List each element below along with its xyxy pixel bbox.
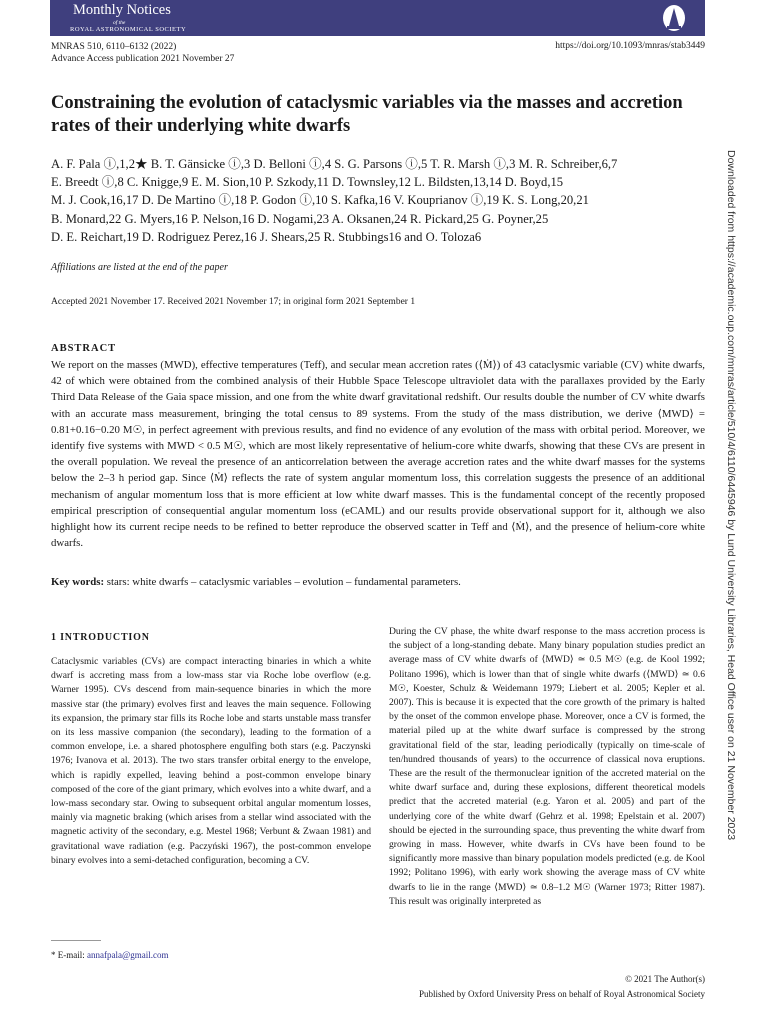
intro-right-column: During the CV phase, the white dwarf response to the mass accretion process is the subject of a long-standing debate. Many binary population studies predict an average mass of CV white dwarfs of ⟨MWD⟩ ≃ 0.5 M☉ (e.g. de Kool 1992; Politano 1996), which is lower than that of single white dwarfs (⟨MWD⟩ ≃ 0.6 M☉, Koester, Schulz & Weidemann 1979; Liebert et al. 2005; Kepler et al. 2007). This is because it is expected that the core growth of the primary is halted by the onset of the common envelope phase. Moreover, once a CV is formed, the material piled up at the white dwarf surface is compressed by the strong gravitational field of the star, leading periodically (typically on time-scale of ten/hundred thousands of years) to the occurrence of classical nova eruptions. These are the result of the thermonuclear ignition of the accreted material on the white dwarf surface and, during these explosions, different theoretical models predict that the accreted material (e.g. Yaron et al. 2005) and part of the underlying core of the white dwarf (Gehrz et al. 1998; Epelstain et al. 2007) should be ejected in the surrounding space, thus preventing the white dwarf from growing in mass. However, white dwarfs in CVs have been found to be significantly more massive than binary population models predicted (e.g. de Kool 1992; Politano 1996), with early work showing the average mass of CV white dwarfs to lie in the range ⟨MWD⟩ ≃ 0.8–1.2 M☉ (Warner 1973; Ritter 1987). This result was originally interpreted as: [389, 626, 705, 907]
author-list: [51, 155, 711, 246]
publisher: Published by Oxford University Press on behalf of Royal Astronomical Society: [419, 989, 705, 999]
copyright-block: [419, 972, 705, 1002]
email-link[interactable]: annafpala@gmail.com: [87, 950, 169, 960]
download-note: Downloaded from https://academic.oup.com/mnras/article/510/4/6110/6445946 by Lund University Libraries, Head Office user on 21 November 2023: [725, 150, 737, 841]
author-line: B. Monard,22 G. Myers,16 P. Nelson,16 D. Nogami,23 A. Oksanen,24 R. Pickard,25 G. Poyner,25: [51, 211, 549, 226]
doi-link[interactable]: https://doi.org/10.1093/mnras/stab3449: [555, 41, 705, 51]
accepted-dates: Accepted 2021 November 17. Received 2021 November 17; in original form 2021 September 1: [51, 297, 416, 307]
author-line: M. J. Cook,16,17 D. De Martino ⓘ,18 P. Godon ⓘ,10 S. Kafka,16 V. Kouprianov ⓘ,19 K. S. Long,20,21: [51, 193, 589, 208]
keywords-text: stars: white dwarfs – cataclysmic variables – evolution – fundamental parameters.: [106, 576, 461, 588]
intro-left-column: Cataclysmic variables (CVs) are compact interacting binaries in which a white dwarf is accreting mass from a low-mass star via Roche lobe overflow (e.g. Warner 1995). CVs descend from main-sequence binaries in which the more massive star (the primary) evolves first and leaves the main sequence. Following its expansion, the primary star fills its Roche lobe and starts unstable mass transfer on its less massive companion (the secondary), leading to the formation of a common envelope, i.e. a shared photosphere engulfing both stars (e.g. Paczynski 1976; Ivanova et al. 2013). The two stars transfer orbital energy to the envelope, which is rapidly expelled, leaving behind a post-common envelope binary composed of the core of the giant primary, which evolves into a white dwarf, and a low-mass secondary star. Owing to subsequent orbital angular momentum losses, mainly via magnetic braking (which arises from a stellar wind associated with the magnetic activity of the secondary, e.g. Mestel 1968; Verbunt & Zwaan 1981) and gravitational wave radiation (e.g. Paczyński 1967), the post-common envelope binary evolves into a semi-detached configuration, becoming a CV.: [51, 656, 371, 866]
section-heading: 1 INTRODUCTION: [51, 632, 150, 643]
citation: MNRAS 510, 6110–6132 (2022): [51, 42, 177, 52]
society-crest-icon: [661, 4, 687, 32]
affiliations-note: Affiliations are listed at the end of the paper: [51, 262, 228, 273]
advance-access: Advance Access publication 2021 November 27: [51, 54, 235, 64]
journal-society: ROYAL ASTRONOMICAL SOCIETY: [70, 26, 187, 33]
abstract-text: We report on the masses (MWD), effective temperatures (Teff), and secular mean accretion rates (⟨Ṁ⟩) of 43 cataclysmic variable (CV) white dwarfs, 42 of which were obtained from the combined analysis of their Hubble Space Telescope ultraviolet data with the parallaxes provided by the Early Third Data Release of the Gaia space mission, and one from the white dwarf gravitational redshift. Our results double the number of CV white dwarfs with an accurate mass measurement, bringing the total census to 89 systems. From the study of the mass distribution, we derive ⟨MWD⟩ = 0.81+0.16−0.20 M☉, in perfect agreement with previous results, and find no evidence of any evolution of the mass with orbital period. Moreover, we identify five systems with MWD < 0.5 M☉, which are most likely representative of helium-core white dwarfs, showing that these CVs are present in the overall population. We reveal the presence of an anticorrelation between the average accretion rates and the white dwarf masses for the systems below the 2–3 h period gap. Since ⟨Ṁ⟩ reflects the rate of system angular momentum loss, this correlation suggests the presence of an additional mechanism of angular momentum loss that is more efficient at low white dwarf masses. This is the fundamental concept of the recently proposed empirical prescription of consequential angular momentum loss (eCAML) and our results provide observational support for it, although we also highlight how its current recipe needs to be refined to better reproduce the observed scatter in Teff and ⟨Ṁ⟩, and the presence of helium-core white dwarfs.: [51, 359, 705, 550]
keywords: [51, 576, 705, 588]
footnote: [51, 950, 169, 960]
author-line: E. Breedt ⓘ,8 C. Knigge,9 E. M. Sion,10 P. Szkody,11 D. Townsley,12 L. Bildsten,13,14 D. Boyd,15: [51, 175, 564, 190]
keywords-label: Key words:: [51, 576, 105, 588]
paper-title: Constraining the evolution of cataclysmic variables via the masses and accretion rates of their underlying white dwarfs: [51, 93, 683, 136]
author-line: A. F. Pala ⓘ,1,2★ B. T. Gänsicke ⓘ,3 D. Belloni ⓘ,4 S. G. Parsons ⓘ,5 T. R. Marsh ⓘ,3 M. R. Schreiber,6,7: [51, 157, 618, 171]
journal-name: Monthly Notices: [73, 2, 171, 18]
copyright: © 2021 The Author(s): [625, 974, 705, 984]
author-line: D. E. Reichart,19 D. Rodriguez Perez,16 J. Shears,25 R. Stubbings16 and O. Toloza6: [51, 229, 482, 244]
journal-banner: [50, 0, 705, 36]
abstract-heading: ABSTRACT: [51, 343, 117, 354]
footnote-label: * E-mail:: [51, 950, 87, 960]
journal-of: of the: [113, 20, 126, 26]
footnote-divider: [51, 940, 101, 941]
